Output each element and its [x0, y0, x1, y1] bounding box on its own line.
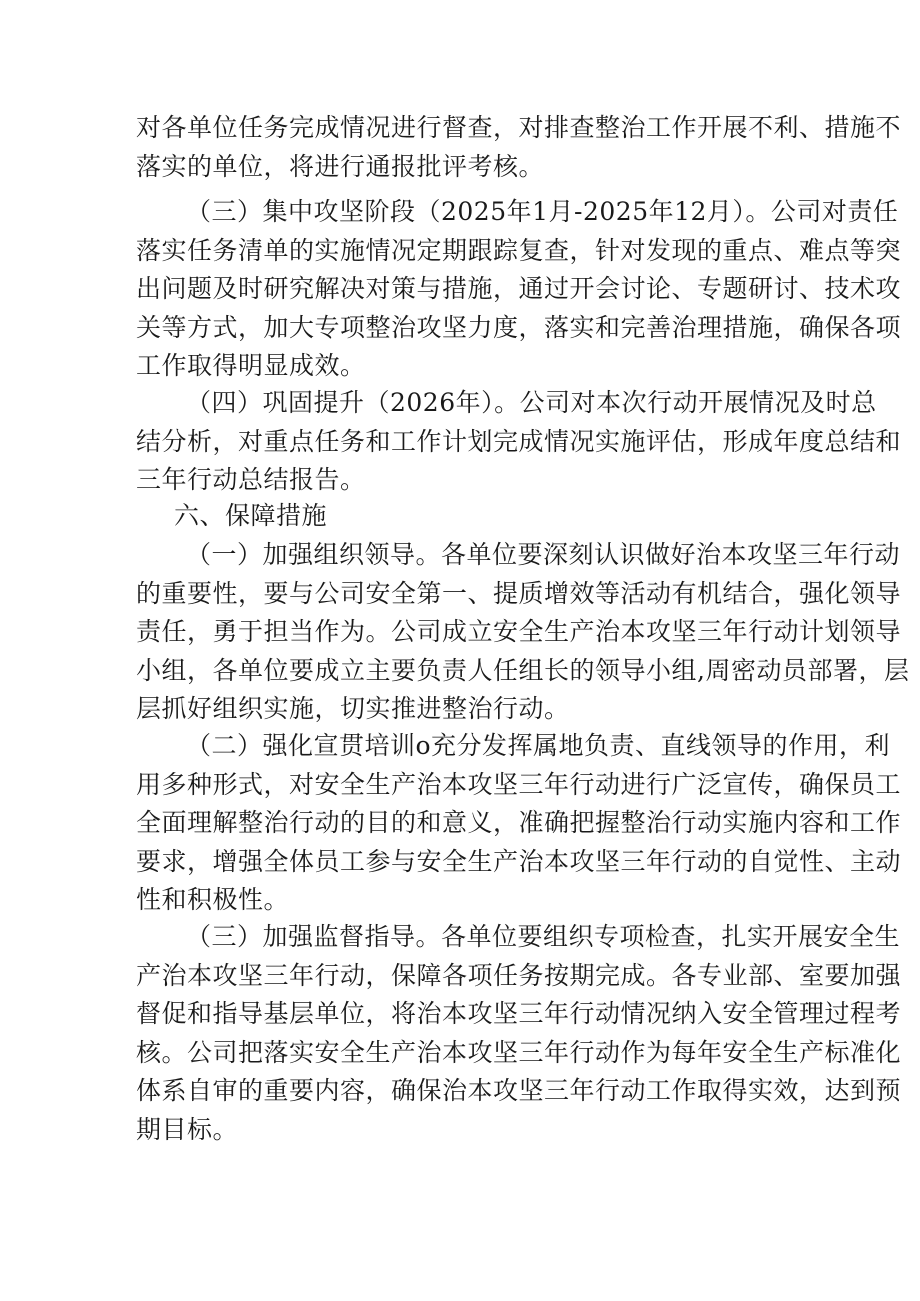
text-line: 要求，增强全体员工参与安全生产治本攻坚三年行动的自觉性、主动 [136, 846, 902, 876]
text-line: 结分析，对重点任务和工作计划完成情况实施评估，形成年度总结和 [136, 426, 902, 456]
text-line: 对各单位任务完成情况进行督查，对排查整治工作开展不利、措施不 [136, 113, 902, 142]
text-line: 工作取得明显成效。 [136, 351, 366, 380]
text-line: 核。公司把落实安全生产治本攻坚三年行动作为每年安全生产标准化 [136, 1037, 902, 1067]
text-line: 期目标。 [136, 1114, 239, 1144]
text-line: （四）巩固提升（2026年）。公司对本次行动开展情况及时总 [186, 388, 877, 417]
text-line: 出问题及时研究解决对策与措施，通过开会讨论、专题研讨、技术攻 [136, 274, 902, 303]
section-heading: 六、保障措施 [174, 501, 328, 530]
paragraph-phase-three [136, 193, 902, 386]
text-line: 产治本攻坚三年行动，保障各项任务按期完成。各专业部、室要加强 [136, 960, 902, 990]
text-line: 小组，各单位要成立主要负责人任组长的领导小组,周密动员部署，层 [136, 655, 910, 685]
text-line: （一）加强组织领导。各单位要深刻认识做好治本攻坚三年行动 [186, 540, 901, 569]
paragraph-supervision-guidance [136, 918, 902, 1149]
text-line: 层抓好组织实施，切实推进整治行动。 [136, 694, 570, 723]
text-line: 关等方式，加大专项整治攻坚力度，落实和完善治理措施，确保各项 [136, 312, 902, 342]
text-line: 全面理解整治行动的目的和意义，准确把握整治行动实施内容和工作 [136, 808, 902, 837]
paragraph-organization-leadership [136, 536, 910, 729]
text-line: 体系自审的重要内容，确保治本攻坚三年行动工作取得实效，达到预 [136, 1076, 902, 1105]
text-line: （三）加强监督指导。各单位要组织专项检查，扎实开展安全生 [186, 922, 901, 951]
text-line: 落实任务清单的实施情况定期跟踪复查，针对发现的重点、难点等突 [136, 235, 902, 265]
text-line: 责任，勇于担当作为。公司成立安全生产治本攻坚三年行动计划领导 [136, 617, 902, 646]
text-line: 用多种形式，对安全生产治本攻坚三年行动进行广泛宣传，确保员工 [136, 769, 902, 799]
paragraph-inspection-continued [136, 109, 902, 186]
text-line: 落实的单位，将进行通报批评考核。 [136, 151, 545, 181]
paragraph-phase-four [136, 384, 902, 500]
text-line: 性和积极性。 [136, 885, 290, 914]
paragraph-publicity-training [136, 727, 902, 920]
text-line: 的重要性，要与公司安全第一、提质增效等活动有机结合，强化领导 [136, 578, 902, 608]
section-heading-safeguards [136, 497, 786, 536]
text-line: （二）强化宣贯培训o充分发挥属地负责、直线领导的作用，利 [186, 731, 891, 760]
text-line: 督促和指导基层单位，将治本攻坚三年行动情况纳入安全管理过程考 [136, 999, 902, 1028]
text-line: 三年行动总结报告。 [136, 465, 366, 494]
text-line: （三）集中攻坚阶段（2025年1月-2025年12月）。公司对责任 [186, 197, 899, 226]
